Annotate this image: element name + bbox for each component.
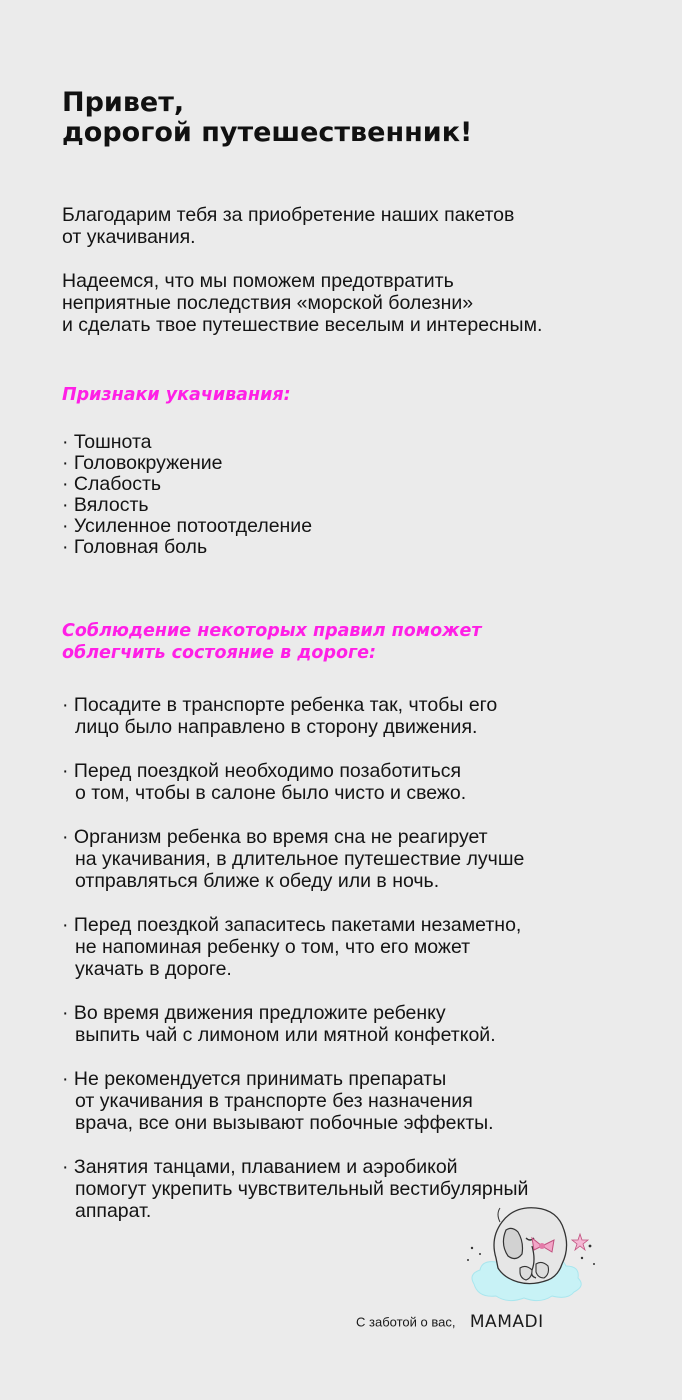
list-item: · Тошнота [62,431,152,453]
list-item [62,826,652,892]
rules-list [62,694,652,1222]
intro-line: Надеемся, что мы поможем предотвратить [62,270,454,292]
rule-line: не напоминая ребенку о том, что его может [75,936,471,958]
greeting-line: дорогой путешественник! [62,117,473,148]
signs-heading [62,384,652,406]
list-item: · Головная боль [62,536,208,558]
rule-line: · Во время движения предложите ребенку [62,1002,446,1024]
signs-list [62,432,652,558]
rule-line: · Перед поездкой запаситесь пакетами незаметно, [62,914,522,936]
intro-line: неприятные последствия «морской болезни» [62,292,474,314]
intro-line: и сделать твое путешествие веселым и интересным. [62,314,543,336]
list-item: · Усиленное потоотделение [62,515,313,537]
list-item [62,1068,652,1134]
rule-line: помогут укрепить чувствительный вестибулярный [75,1178,529,1200]
leaflet-content [62,88,652,1244]
list-item: · Головокружение [62,452,223,474]
list-item: · Вялость [62,494,149,516]
rule-line: аппарат. [75,1200,152,1222]
intro-paragraph-hope [62,270,652,336]
intro-line: Благодарим тебя за приобретение наших пакетов [62,204,515,226]
rule-line: · Посадите в транспорте ребенка так, чтобы его [62,694,498,716]
list-item [62,1002,652,1046]
rule-line: от укачивания в транспорте без назначения [75,1090,473,1112]
rule-line: врача, все они вызывают побочные эффекты. [75,1112,494,1134]
rule-line: укачать в дороге. [75,958,232,980]
signature-text: С заботой о вас, [356,1314,456,1330]
intro-paragraph-thanks [62,204,652,248]
rule-line: лицо было направлено в сторону движения. [75,716,478,738]
rules-heading-line: облегчить состояние в дороге: [62,643,377,663]
rules-heading [62,620,652,664]
greeting-line: Привет, [62,87,185,118]
sleeping-elephant-on-cloud-icon [462,1198,598,1308]
rule-line: на укачивания, в длительное путешествие лучше [75,848,525,870]
intro-line: от укачивания. [62,226,196,248]
rule-line: выпить чай с лимоном или мятной конфеткой. [75,1024,496,1046]
greeting-heading [62,88,652,148]
rule-line: отправляться ближе к обеду или в ночь. [75,870,440,892]
list-item [62,760,652,804]
list-item: · Слабость [62,473,162,495]
rule-line: · Организм ребенка во время сна не реагирует [62,826,488,848]
rule-line: · Занятия танцами, плаванием и аэробикой [62,1156,458,1178]
rules-heading-line: Соблюдение некоторых правил поможет [62,621,482,641]
list-item [62,914,652,980]
rule-line: · Не рекомендуется принимать препараты [62,1068,447,1090]
rule-line: о том, чтобы в салоне было чисто и свежо. [75,782,467,804]
brand-name: MAMADI [469,1312,544,1332]
signature [356,1312,544,1332]
list-item [62,694,652,738]
signs-heading-line: Признаки укачивания: [62,385,291,405]
rule-line: · Перед поездкой необходимо позаботиться [62,760,462,782]
